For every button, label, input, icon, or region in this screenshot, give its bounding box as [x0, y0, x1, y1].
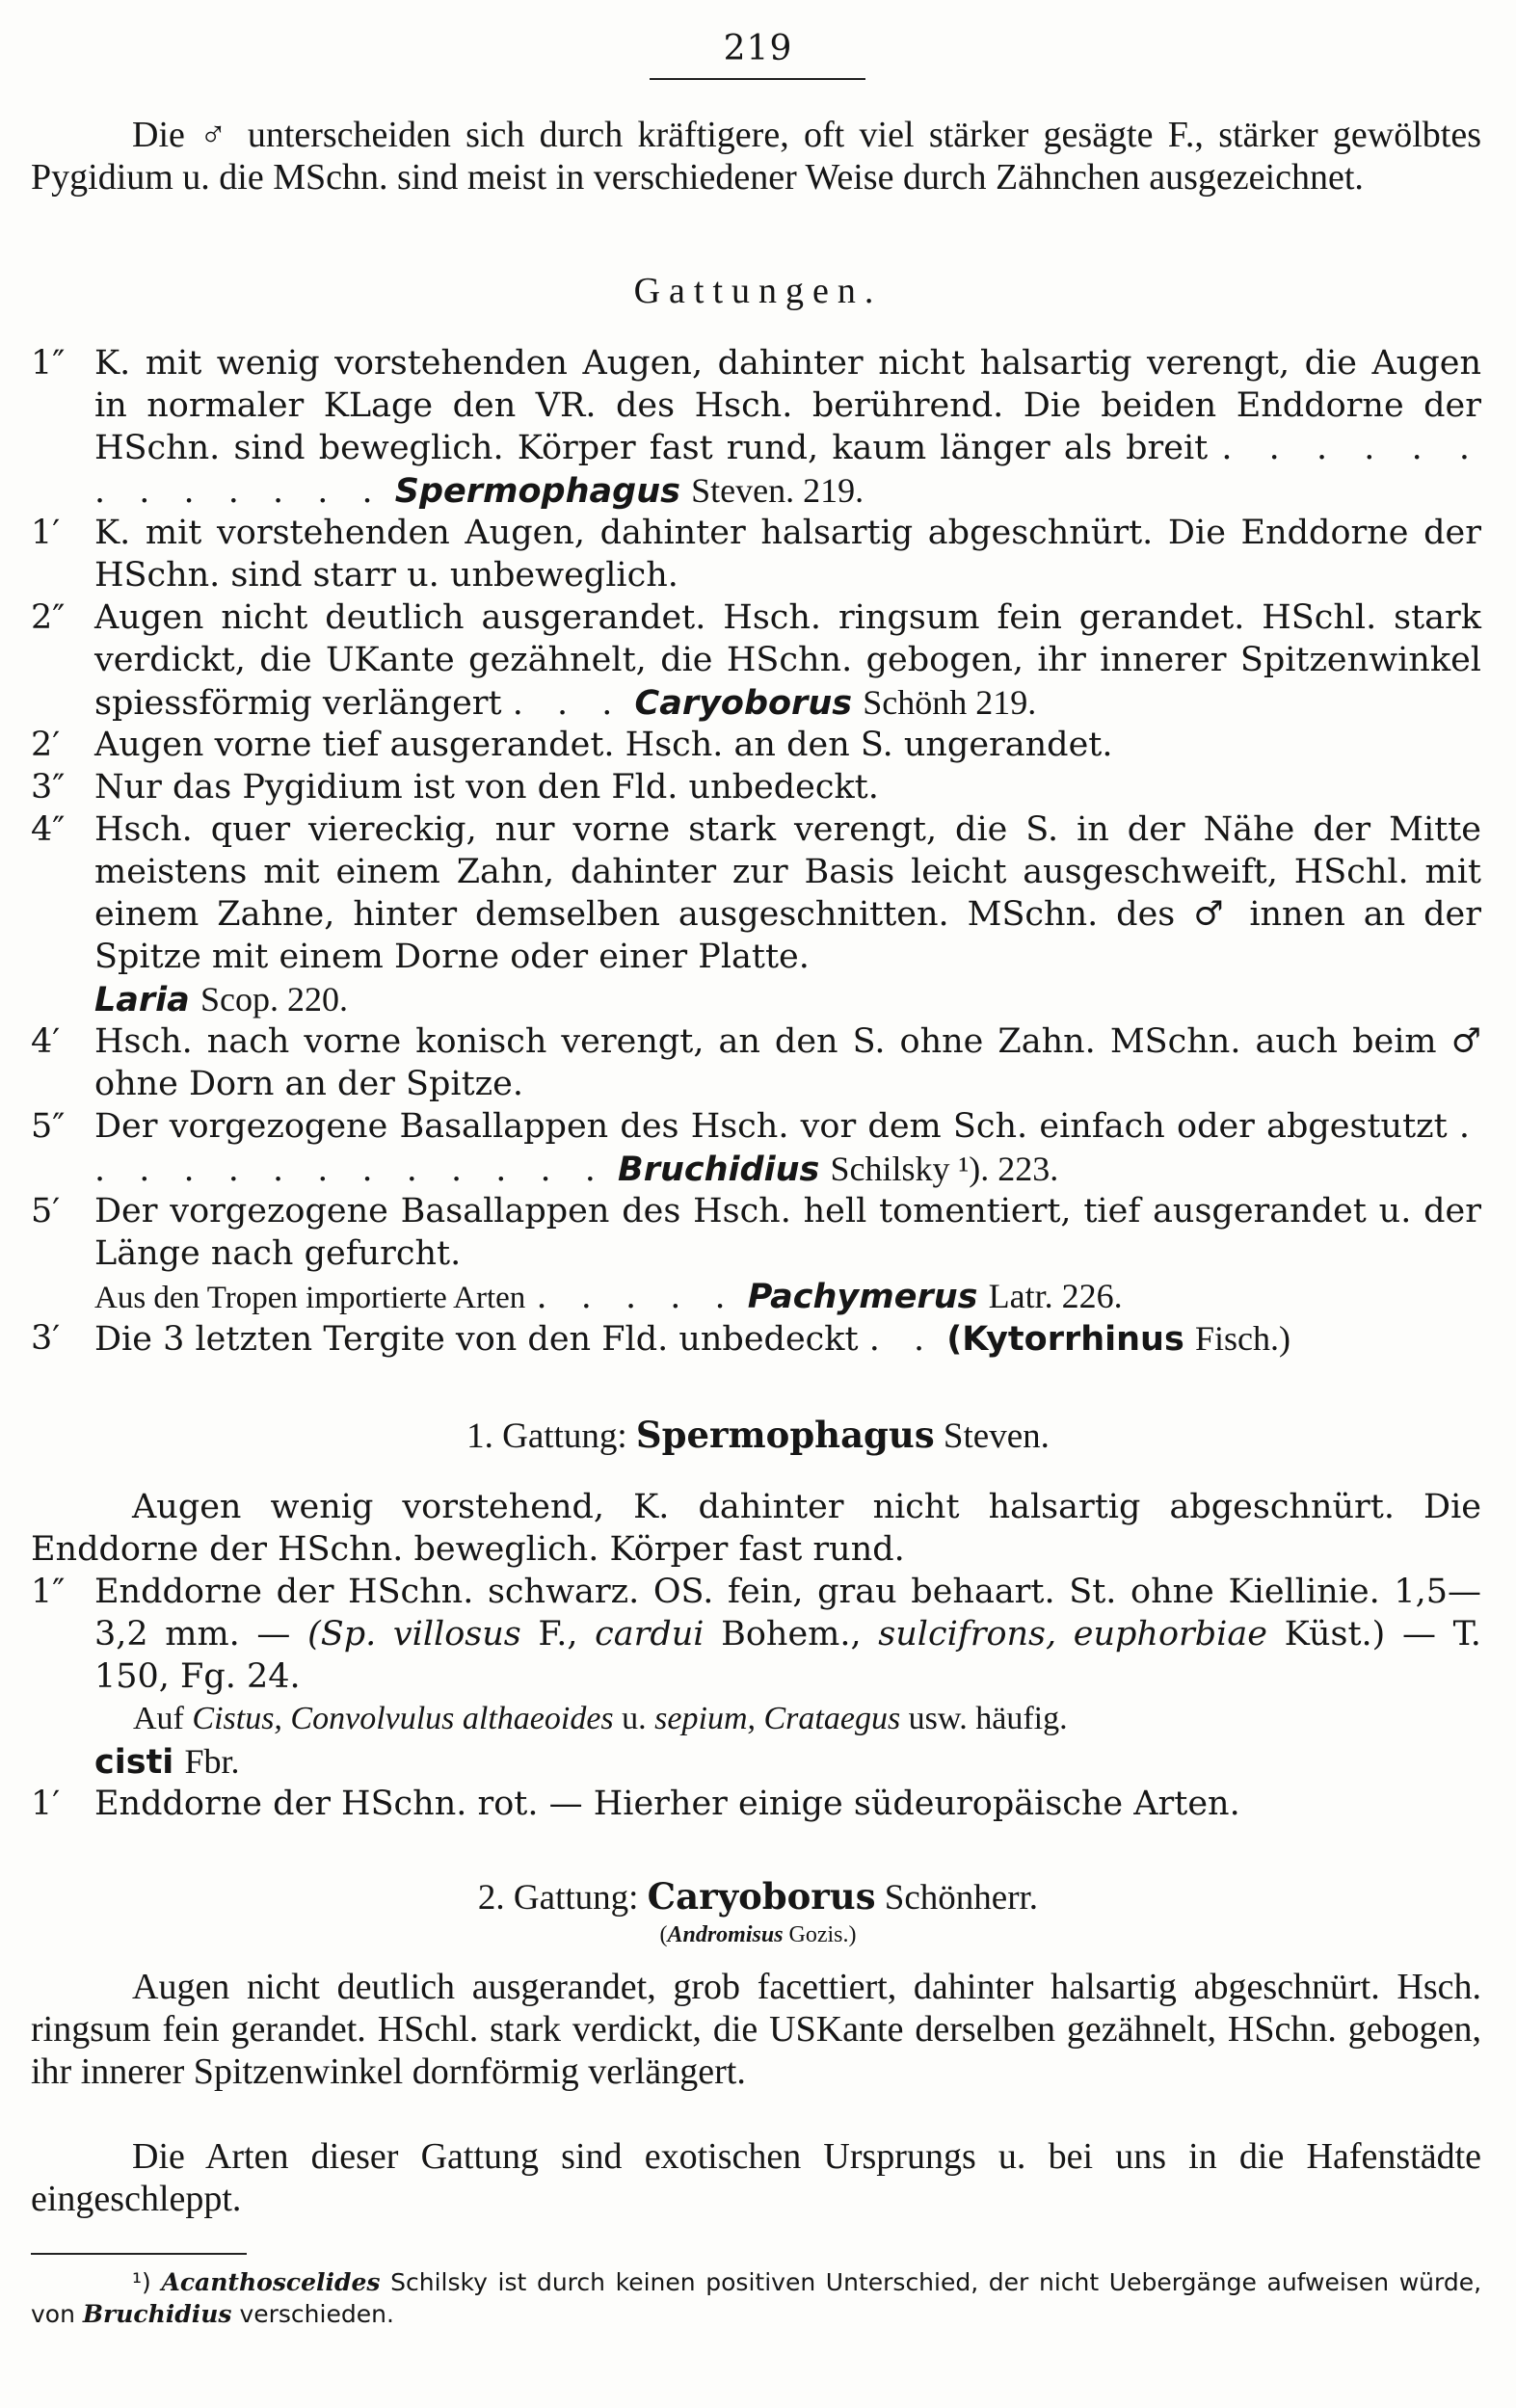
key-result — [94, 1275, 1481, 1319]
header-rule — [650, 78, 865, 80]
key-text: Enddorne der HSchn. schwarz. OS. fein, grau behaart. St. ohne Kiellinie. 1,5—3,2 mm. — (Sp. villosus F., cardui Bohem., sulcifrons, euphorbiae Küst.) — T. 150, Fg. 24. — [94, 1573, 1481, 1696]
key-text: Augen vorne tief ausgerandet. Hsch. an den S. ungerandet. — [94, 726, 1113, 764]
synonym-line: (Andromisus Gozis.) — [659, 1922, 857, 1947]
key-result — [94, 1740, 1481, 1784]
key-item — [31, 1105, 1481, 1191]
footnote: ¹) Acanthoscelides Schilsky ist durch keinen positiven Unterschied, der nicht Uebergänge aufweisen würde, von Bruchidius verschieden. — [31, 2268, 1482, 2328]
key-number: 4′ — [31, 1022, 61, 1061]
key-text: Der vorgezogene Basallappen des Hsch. hell tomentiert, tief ausgerandet u. der Länge nach gefurcht. — [94, 1192, 1481, 1273]
key-number: 1′ — [31, 1785, 61, 1823]
genus-name: Laria — [94, 981, 190, 1019]
key-item — [31, 512, 1481, 596]
gattung-author: Schönherr. — [884, 1878, 1039, 1918]
species-author: Fbr. — [184, 1742, 240, 1781]
key-text: Augen nicht deutlich ausgerandet. Hsch. ringsum fein gerandet. HSchl. stark verdickt, die UKante gezähnelt, die HSchn. gebogen, ihr innerer Spitzenwinkel spiessförmig verlängert . . . Caryoborus Schönh 219. — [94, 598, 1481, 723]
genus-author: Fisch.) — [1194, 1319, 1290, 1358]
gattung-name: Spermophagus — [635, 1414, 935, 1456]
synonym-author: Gozis.) — [788, 1922, 857, 1947]
key-text: Hsch. nach vorne konisch verengt, an den S. ohne Zahn. MSchn. auch beim ♂ ohne Dorn an der Spitze. — [94, 1022, 1481, 1103]
gattung1-description: Augen wenig vorstehend, K. dahinter nicht halsartig abgeschnürt. Die Enddorne der HSchn. beweglich. Körper fast rund. — [31, 1488, 1481, 1569]
gattung2-note: Die Arten dieser Gattung sind exotischen Ursprungs u. bei uns in die Hafenstädte eingeschleppt. — [31, 2136, 1481, 2219]
leader-dots: . . . . . . . . . . . . . — [94, 1107, 1481, 1189]
genus-name: Caryoborus — [634, 684, 853, 723]
key-text: K. mit wenig vorstehenden Augen, dahinter nicht halsartig verengt, die Augen in normaler KLage den VR. des Hsch. berührend. Die beiden Enddorne der HSchn. sind beweglich. Körper fast rund, kaum länger als breit . . . . . . . . . . . . . Spermophagus Steven. 219. — [94, 344, 1481, 511]
key-number: 3″ — [31, 768, 66, 807]
key-text: Enddorne der HSchn. rot. — Hierher einige südeuropäische Arten. — [94, 1785, 1240, 1823]
key-number: 3′ — [31, 1319, 61, 1358]
key-number: 1′ — [31, 514, 61, 552]
genus-author: Scop. 220. — [199, 980, 348, 1019]
key-number: 2″ — [31, 598, 66, 637]
key-item — [31, 1317, 1481, 1361]
genus-author: Schilsky ¹). 223. — [830, 1150, 1059, 1188]
key-subtext: Aus den Tropen importierte Arten — [94, 1281, 526, 1315]
key-item — [31, 766, 1481, 808]
key-item — [31, 724, 1481, 766]
key-text: Der vorgezogene Basallappen des Hsch. vor dem Sch. einfach oder abgestutzt . . . . . . . . . . . . . Bruchidius Schilsky ¹). 223. — [94, 1107, 1481, 1189]
page-number: 219 — [723, 29, 793, 68]
gattung2-description: Augen nicht deutlich ausgerandet, grob facettiert, dahinter halsartig abgeschnürt. Hsch. ringsum fein gerandet. HSchl. stark verdickt, die USKante derselben gezähnelt, HSchn. gebogen, ihr innerer Spitzenwinkel dornförmig verlängert. — [31, 1967, 1481, 2092]
genus-author: Schönh 219. — [863, 683, 1037, 722]
key-item — [31, 1571, 1481, 1784]
leader-dots: . . . . . . . . . . . . . — [94, 429, 1481, 511]
key-item — [31, 342, 1481, 513]
gattung-name: Caryoborus — [647, 1875, 876, 1918]
key-result — [94, 978, 1481, 1021]
leader-dots: . . . . . — [536, 1278, 737, 1316]
key-item — [31, 596, 1481, 725]
gattung-heading-1: 1. Gattung: Spermophagus Steven. — [466, 1414, 1050, 1456]
key-text: Die 3 letzten Tergite von den Fld. unbedeckt . . (Kytorrhinus Fisch.) — [94, 1319, 1290, 1359]
genus-name: (Kytorrhinus — [946, 1320, 1184, 1359]
footnote-rule — [31, 2253, 247, 2255]
genus-name: Spermophagus — [394, 472, 680, 511]
leader-dots: . . . — [512, 684, 625, 723]
gattung-heading-2: 2. Gattung: Caryoborus Schönherr. — [477, 1875, 1039, 1918]
genus-author: Latr. 226. — [988, 1277, 1123, 1315]
key-number: 1″ — [31, 344, 66, 383]
key-item — [31, 1020, 1481, 1105]
synonym-name: Andromisus — [667, 1922, 784, 1947]
leader-dots: . . — [868, 1320, 937, 1359]
key-text: Nur das Pygidium ist von den Fld. unbedeckt. — [94, 768, 879, 807]
host-line: Auf Cistus, Convolvulus althaeoides u. sepium, Crataegus usw. häufig. — [133, 1701, 1068, 1736]
key-item — [31, 808, 1481, 1021]
key-text: Hsch. quer viereckig, nur vorne stark verengt, die S. in der Nähe der Mitte meistens mit einem Zahn, dahinter zur Basis leicht ausgeschweift, HSchl. mit einem Zahne, hinter demselben ausgeschnitten. MSchn. des ♂ innen an der Spitze mit einem Dorne oder einer Platte. — [94, 810, 1481, 976]
key-number: 5″ — [31, 1107, 66, 1146]
species-name: cisti — [94, 1743, 174, 1782]
key-item — [31, 1783, 1481, 1825]
genus-name: Bruchidius — [618, 1151, 820, 1189]
gattung-author: Steven. — [943, 1416, 1050, 1456]
key-text: K. mit vorstehenden Augen, dahinter halsartig abgeschnürt. Die Enddorne der HSchn. sind starr u. unbeweglich. — [94, 514, 1481, 595]
intro-paragraph: Die ♂ unterscheiden sich durch kräftigere, oft viel stärker gesägte F., stärker gewölbtes Pygidium u. die MSchn. sind meist in verschiedener Weise durch Zähnchen ausgezeichnet. — [31, 115, 1481, 198]
key-number: 2′ — [31, 726, 61, 764]
key-number: 4″ — [31, 810, 66, 849]
genera-heading: Gattungen. — [633, 271, 883, 311]
key-number: 5′ — [31, 1192, 61, 1230]
genus-author: Steven. 219. — [691, 471, 864, 510]
key-number: 1″ — [31, 1573, 66, 1611]
key-item — [31, 1190, 1481, 1319]
genus-name: Pachymerus — [747, 1278, 978, 1316]
